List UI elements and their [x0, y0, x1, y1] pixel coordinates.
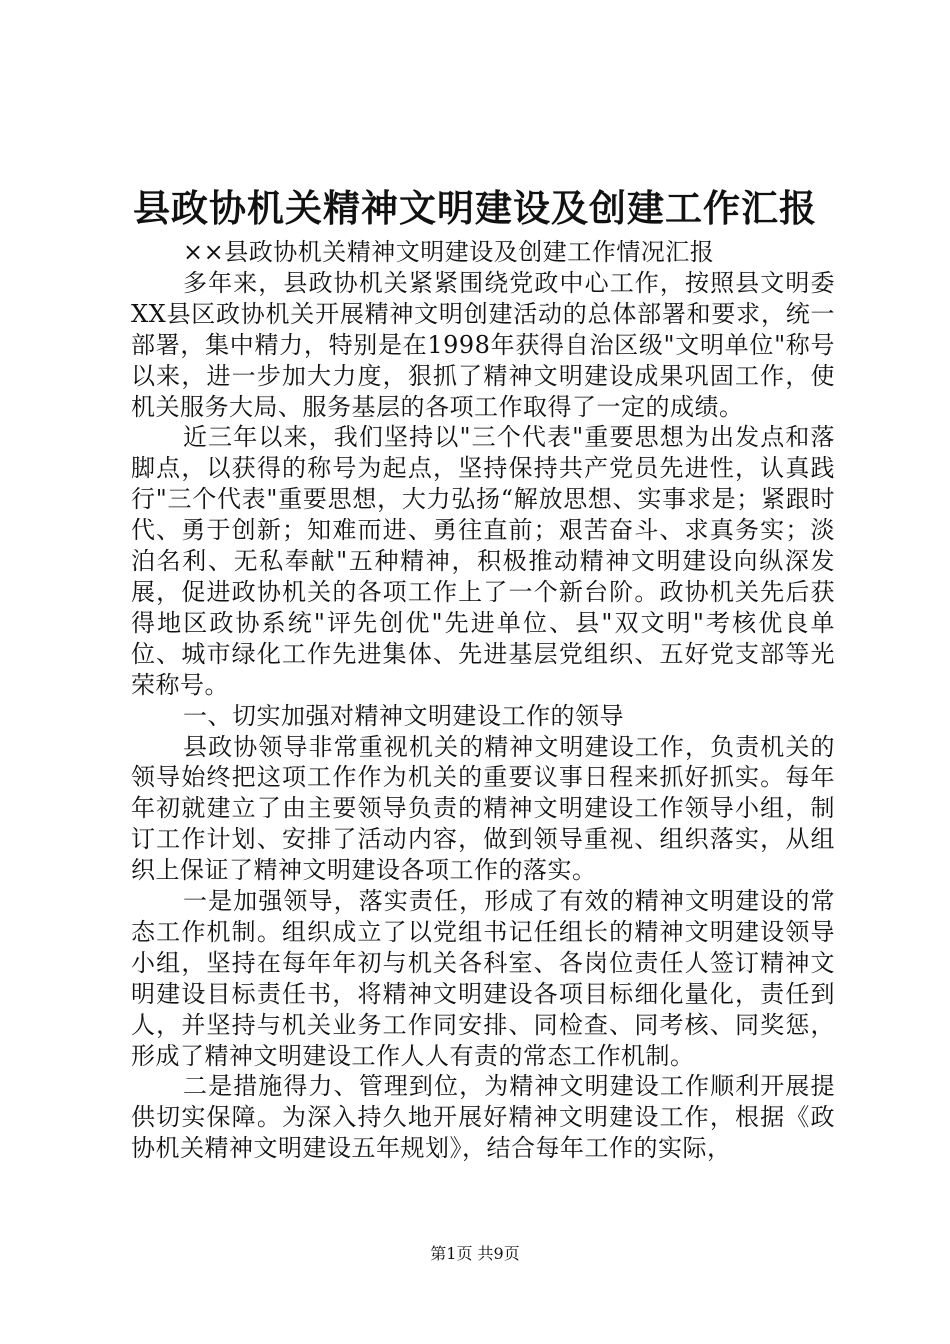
- paragraph: 县政协领导非常重视机关的精神文明建设工作，负责机关的领导始终把这项工作作为机关的重要议事日程来抓好抓实。每年年初就建立了由主要领导负责的精神文明建设工作领导小组，制订工作计划、安排了活动内容，做到领导重视、组织落实，从组织上保证了精神文明建设各项工作的落实。: [131, 732, 835, 885]
- paragraph: 近三年以来，我们坚持以"三个代表"重要思想为出发点和落脚点，以获得的称号为起点，坚持保持共产党员先进性，认真践行"三个代表"重要思想，大力弘扬“解放思想、实事求是；紧跟时代、勇于创新；知难而进、勇往直前；艰苦奋斗、求真务实；淡泊名利、无私奉献"五种精神，积极推动精神文明建设向纵深发展，促进政协机关的各项工作上了一个新台阶。政协机关先后获得地区政协系统"评先创优"先进单位、县"双文明"考核优良单位、城市绿化工作先进集体、先进基层党组织、五好党支部等光荣称号。: [131, 423, 835, 699]
- paragraph-subtitle: ××县政协机关精神文明建设及创建工作情况汇报: [183, 238, 715, 266]
- page-title: 县政协机关精神文明建设及创建工作汇报: [133, 186, 817, 230]
- section-heading: 一、切实加强对精神文明建设工作的领导: [183, 701, 624, 730]
- paragraph: 多年来，县政协机关紧紧围绕党政中心工作，按照县文明委XX县区政协机关开展精神文明创建活动的总体部署和要求，统一部署，集中精力，特别是在1998年获得自治区级"文明单位"称号以来，进一步加大力度，狠抓了精神文明建设成果巩固工作，使机关服务大局、服务基层的各项工作取得了一定的成绩。: [131, 268, 835, 421]
- paragraph: 二是措施得力、管理到位，为精神文明建设工作顺利开展提供切实保障。为深入持久地开展好精神文明建设工作，根据《政协机关精神文明建设五年规划》，结合每年工作的实际，: [131, 1072, 835, 1163]
- document-body: [131, 237, 835, 1164]
- page-number: 第1页 共9页: [430, 1244, 520, 1263]
- paragraph: 一是加强领导，落实责任，形成了有效的精神文明建设的常态工作机制。组织成立了以党组书记任组长的精神文明建设领导小组，坚持在每年年初与机关各科室、各岗位责任人签订精神文明建设目标责任书，将精神文明建设各项目标细化量化，责任到人，并坚持与机关业务工作同安排、同检查、同考核、同奖惩，形成了精神文明建设工作人人有责的常态工作机制。: [131, 887, 835, 1070]
